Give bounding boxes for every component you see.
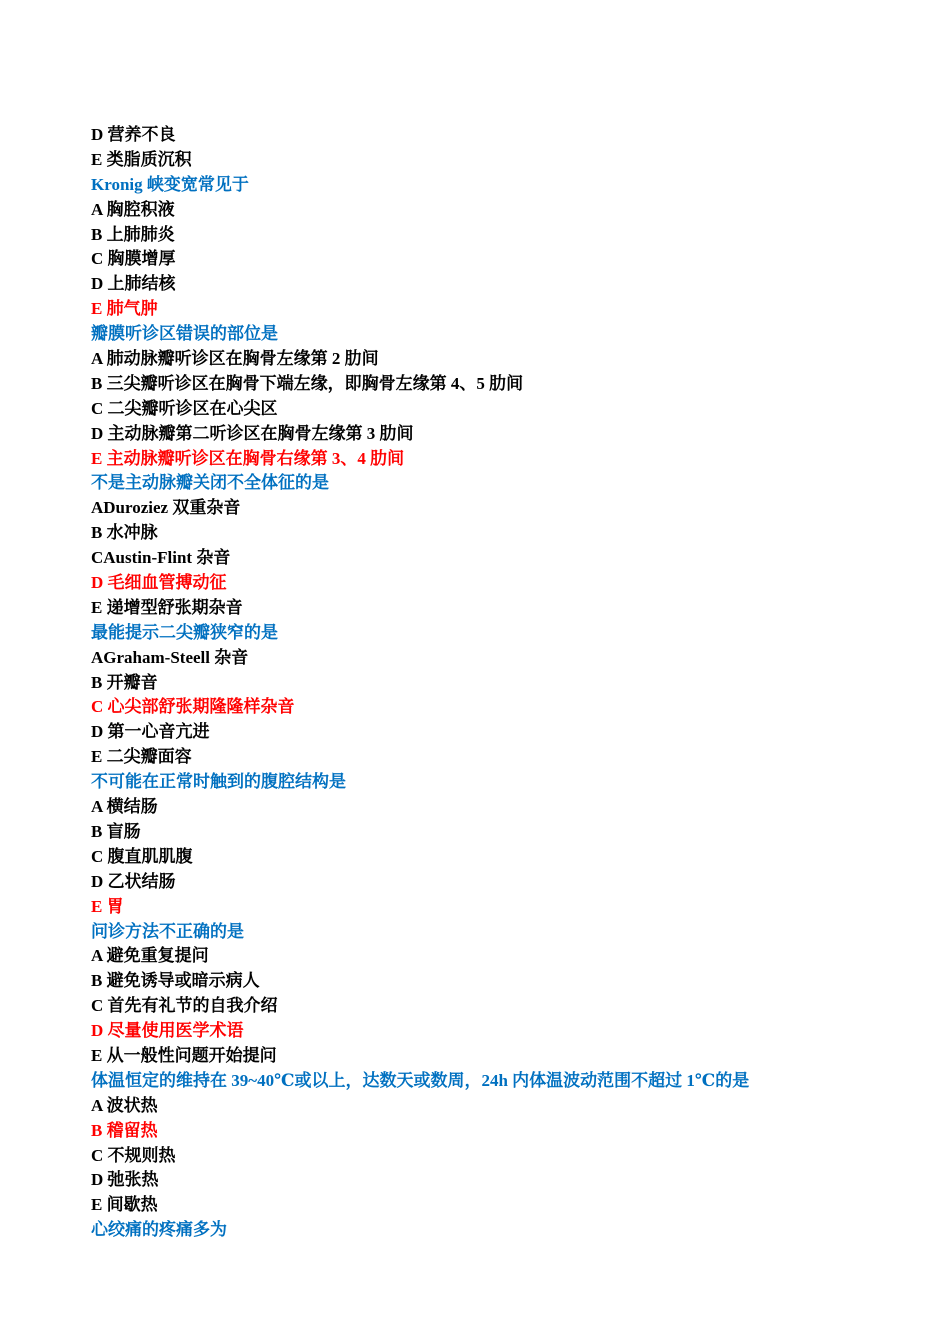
option-text: C 胸膜增厚 — [91, 249, 176, 269]
answer-option: C 心尖部舒张期隆隆样杂音 — [91, 697, 295, 717]
option-text: A 肺动脉瓣听诊区在胸骨左缘第 2 肋间 — [91, 349, 379, 369]
option-text: E 从一般性问题开始提问 — [91, 1045, 277, 1065]
answer-option: E 胃 — [91, 896, 124, 916]
answer-option: D 毛细血管搏动征 — [91, 573, 227, 593]
option-text: B 盲肠 — [91, 821, 141, 841]
option-text: C 首先有礼节的自我介绍 — [91, 996, 278, 1016]
question-text: 最能提示二尖瓣狭窄的是 — [91, 622, 278, 642]
question-text: 不是主动脉瓣关闭不全体征的是 — [91, 473, 329, 493]
option-text: CAustin-Flint 杂音 — [91, 548, 231, 568]
document-page — [91, 123, 931, 1243]
question-text: 心绞痛的疼痛多为 — [91, 1220, 227, 1240]
option-text: B 避免诱导或暗示病人 — [91, 971, 260, 991]
answer-option: E 肺气肿 — [91, 299, 158, 319]
question-text: 体温恒定的维持在 39~40℃或以上，达数天或数周，24h 内体温波动范围不超过 1℃的是 — [91, 1070, 750, 1090]
option-text: ADuroziez 双重杂音 — [91, 498, 241, 518]
answer-option: D 尽量使用医学术语 — [91, 1021, 244, 1041]
option-text: AGraham-Steell 杂音 — [91, 647, 249, 667]
option-text: D 弛张热 — [91, 1170, 159, 1190]
option-text: E 递增型舒张期杂音 — [91, 597, 243, 617]
option-text: E 类脂质沉积 — [91, 149, 192, 169]
option-text: D 乙状结肠 — [91, 871, 176, 891]
option-text: D 上肺结核 — [91, 274, 176, 294]
question-text: 问诊方法不正确的是 — [91, 921, 244, 941]
option-text: C 腹直肌肌腹 — [91, 846, 193, 866]
option-text: B 上肺肺炎 — [91, 224, 175, 244]
question-text: 瓣膜听诊区错误的部位是 — [91, 324, 278, 344]
answer-option: B 稽留热 — [91, 1120, 158, 1140]
option-text: B 开瓣音 — [91, 672, 158, 692]
option-text: E 间歇热 — [91, 1195, 158, 1215]
option-text: A 横结肠 — [91, 797, 158, 817]
option-text: D 第一心音亢进 — [91, 722, 210, 742]
option-text: A 胸腔积液 — [91, 199, 175, 219]
option-text: C 不规则热 — [91, 1145, 176, 1165]
option-text: D 主动脉瓣第二听诊区在胸骨左缘第 3 肋间 — [91, 423, 414, 443]
option-text: A 波状热 — [91, 1095, 158, 1115]
answer-option: E 主动脉瓣听诊区在胸骨右缘第 3、4 肋间 — [91, 448, 405, 468]
option-text: B 三尖瓣听诊区在胸骨下端左缘，即胸骨左缘第 4、5 肋间 — [91, 373, 524, 393]
option-text: A 避免重复提问 — [91, 946, 209, 966]
question-text: Kronig 峡变宽常见于 — [91, 174, 249, 194]
option-text: E 二尖瓣面容 — [91, 747, 192, 767]
question-text: 不可能在正常时触到的腹腔结构是 — [91, 772, 346, 792]
option-text: D 营养不良 — [91, 125, 176, 144]
option-text: C 二尖瓣听诊区在心尖区 — [91, 398, 278, 418]
option-text: B 水冲脉 — [91, 523, 158, 543]
